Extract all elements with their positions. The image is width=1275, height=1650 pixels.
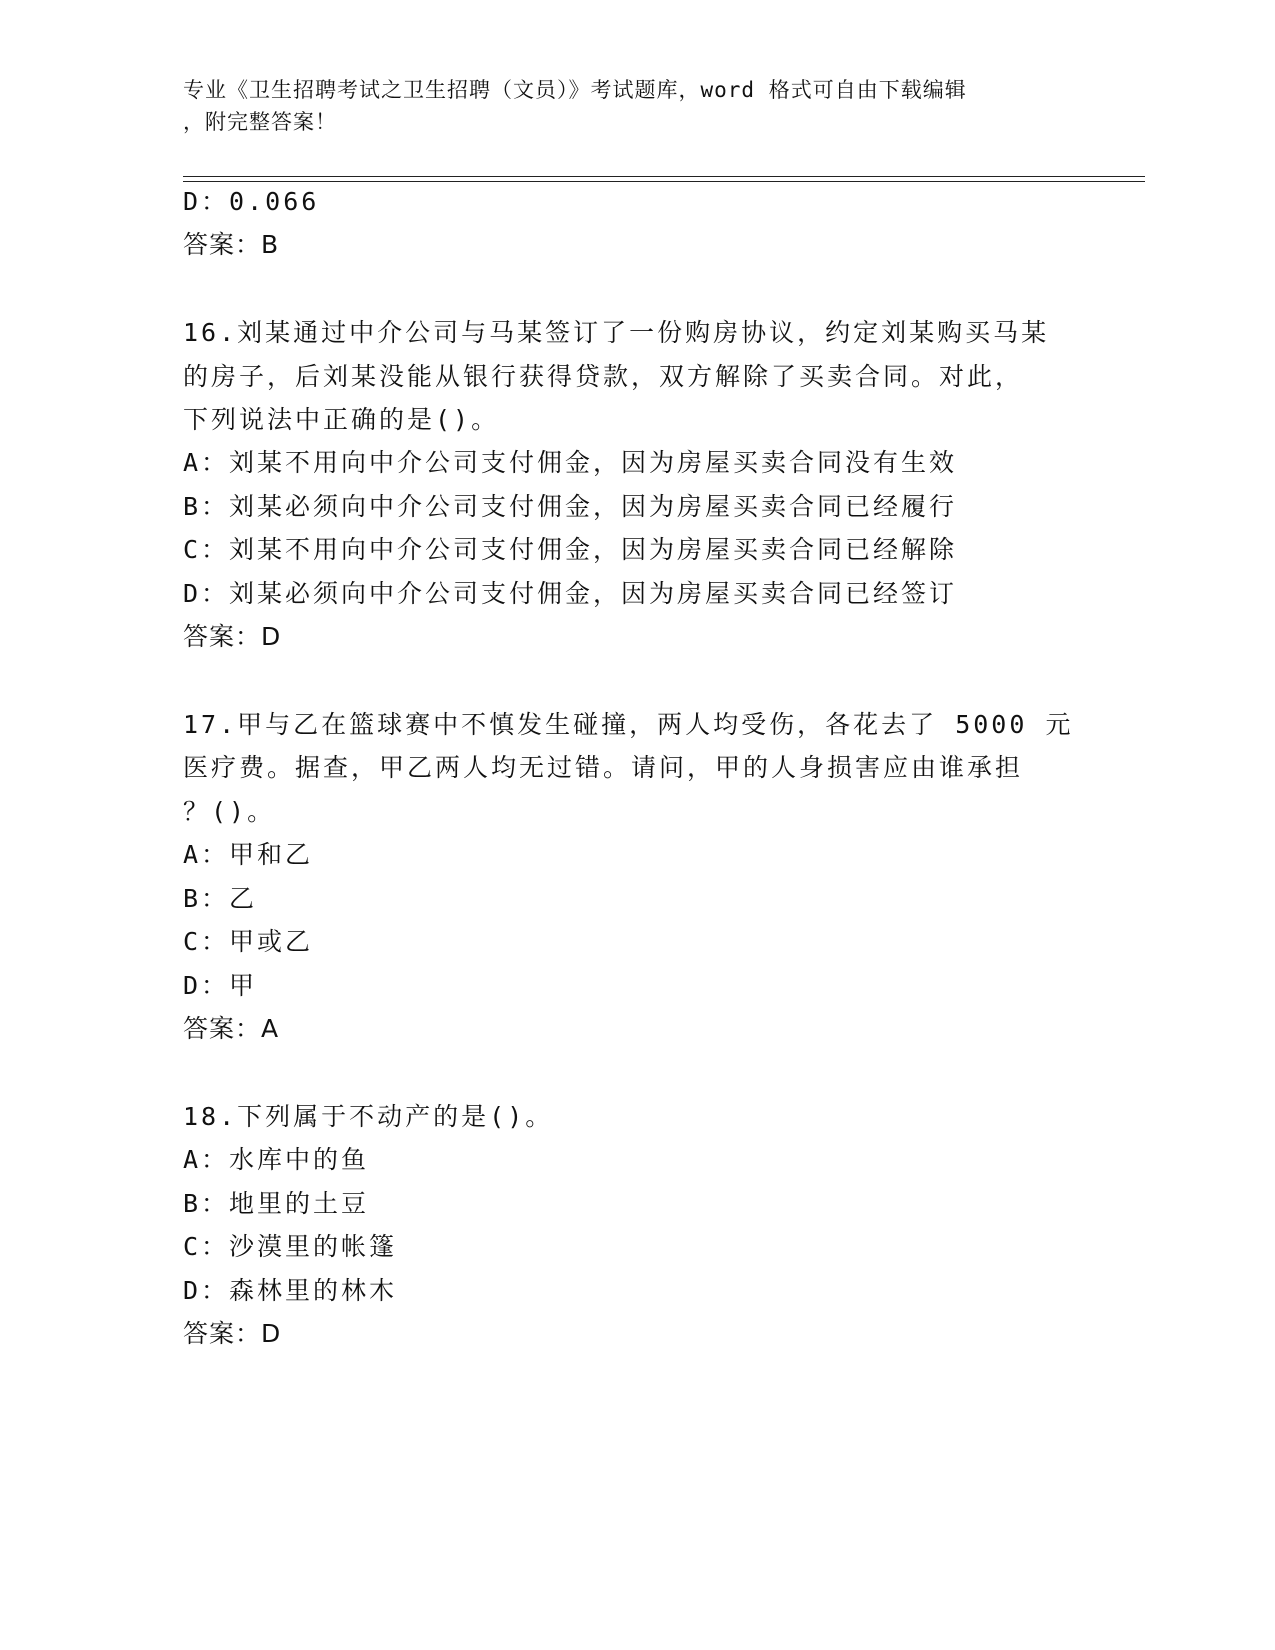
header-line-2: ，附完整答案！ — [183, 110, 337, 134]
option-c: C：甲或乙 — [183, 927, 314, 956]
question-text-line: 16.刘某通过中介公司与马某签订了一份购房协议，约定刘某购买马某 — [183, 318, 1050, 347]
option-d: D：0.066 — [183, 187, 320, 216]
question-text-line: 的房子，后刘某没能从银行获得贷款，双方解除了买卖合同。对此， — [183, 362, 1024, 391]
option-d: D：甲 — [183, 971, 258, 1000]
option-d: D：森林里的林木 — [183, 1276, 398, 1305]
answer-line: 答案：D — [183, 622, 282, 651]
option-c: C：沙漠里的帐篷 — [183, 1232, 398, 1261]
header-line-1: 专业《卫生招聘考试之卫生招聘（文员）》考试题库，word 格式可自由下载编辑 — [183, 78, 967, 102]
page-header — [183, 74, 1063, 138]
option-c: C：刘某不用向中介公司支付佣金，因为房屋买卖合同已经解除 — [183, 535, 958, 564]
option-a: A：甲和乙 — [183, 840, 314, 869]
option-a: A：刘某不用向中介公司支付佣金，因为房屋买卖合同没有生效 — [183, 448, 958, 477]
option-b: B：乙 — [183, 884, 258, 913]
question-text-line: 18.下列属于不动产的是()。 — [183, 1102, 554, 1131]
header-rule-top — [183, 176, 1145, 177]
answer-line: 答案：A — [183, 1014, 280, 1043]
question-text-line: 医疗费。据查，甲乙两人均无过错。请问，甲的人身损害应由谁承担 — [183, 753, 1024, 782]
option-b: B：刘某必须向中介公司支付佣金，因为房屋买卖合同已经履行 — [183, 492, 958, 521]
question-text-line: 下列说法中正确的是()。 — [183, 405, 500, 434]
answer-line: 答案：D — [183, 1319, 282, 1348]
option-d: D：刘某必须向中介公司支付佣金，因为房屋买卖合同已经签订 — [183, 579, 958, 608]
option-a: A：水库中的鱼 — [183, 1145, 370, 1174]
option-b: B：地里的土豆 — [183, 1189, 370, 1218]
answer-line: 答案：B — [183, 230, 280, 259]
header-rule-bottom — [183, 181, 1145, 182]
question-text-line: ？()。 — [183, 797, 276, 826]
question-text-line: 17.甲与乙在篮球赛中不慎发生碰撞，两人均受伤，各花去了 5000 元 — [183, 710, 1074, 739]
